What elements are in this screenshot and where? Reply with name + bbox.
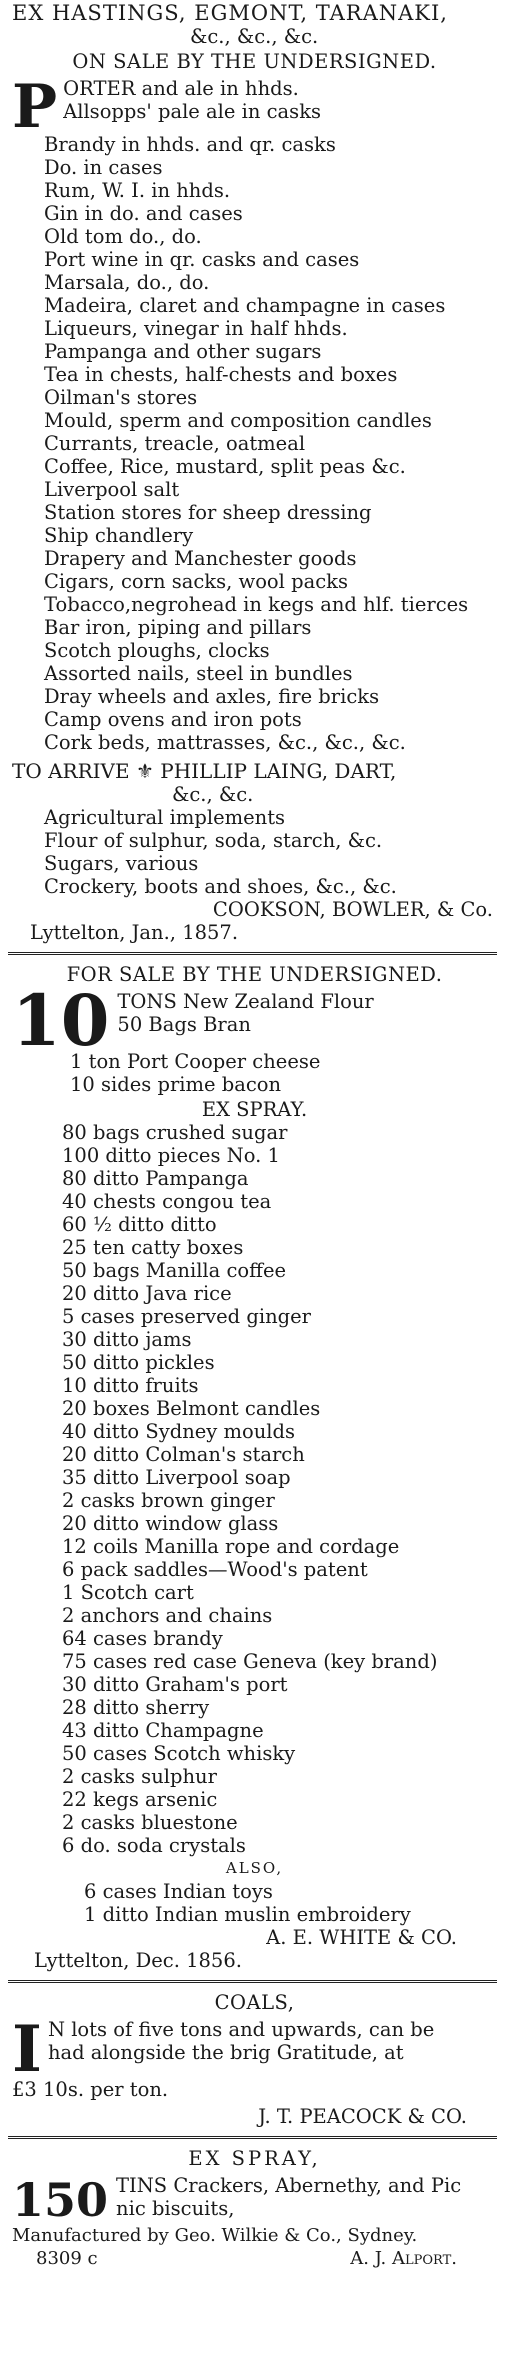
- footer-row: [12, 2247, 497, 2270]
- list-item: 1 Scotch cart: [62, 1581, 194, 1604]
- list-item: 1 ton Port Cooper cheese: [70, 1050, 321, 1073]
- dateline: Lyttelton, Dec. 1856.: [34, 1949, 242, 1972]
- body-line: nic biscuits,: [116, 2197, 235, 2220]
- list-item: 50 bags Manilla coffee: [62, 1259, 287, 1282]
- drop-cap: I: [12, 2012, 42, 2087]
- signature: J. T. PEACOCK & CO.: [258, 2105, 467, 2128]
- drop-cap: P: [12, 72, 58, 142]
- list-item: Currants, treacle, oatmeal: [44, 432, 306, 455]
- list-item: 5 cases preserved ginger: [62, 1305, 311, 1328]
- list-item: 50 ditto pickles: [62, 1351, 215, 1374]
- list-item: Flour of sulphur, soda, starch, &c.: [44, 829, 383, 852]
- list-item: 64 cases brandy: [62, 1627, 223, 1650]
- list-item: 100 ditto pieces No. 1: [62, 1144, 280, 1167]
- list-item: 40 ditto Sydney moulds: [62, 1420, 296, 1443]
- list-item: 50 Bags Bran: [117, 1013, 251, 1036]
- list-item: Cigars, corn sacks, wool packs: [44, 570, 348, 593]
- list-item: 12 coils Manilla rope and cordage: [62, 1535, 400, 1558]
- also-list: [12, 1880, 497, 1926]
- list-item: 28 ditto sherry: [62, 1696, 210, 1719]
- list-item: Allsopps' pale ale in casks: [63, 100, 322, 123]
- ad-header-sale: ON SALE BY THE UNDERSIGNED.: [72, 50, 437, 73]
- list-item: Gin in do. and cases: [44, 202, 243, 225]
- list-item: 25 ten catty boxes: [62, 1236, 244, 1259]
- list-item: Rum, W. I. in hhds.: [44, 179, 231, 202]
- arrival-header: TO ARRIVE ⚜ PHILLIP LAING, DART,: [12, 759, 397, 783]
- ad-code: 8309 c: [36, 2248, 98, 2269]
- ad-subheader: EX SPRAY.: [201, 1098, 308, 1121]
- list-item: Bar iron, piping and pillars: [44, 616, 312, 639]
- body-line: had alongside the brig Gratitude, at: [47, 2041, 404, 2064]
- big-number: 10: [12, 979, 110, 1062]
- ad-subheader: &c., &c., &c.: [190, 25, 319, 48]
- list-item: Liqueurs, vinegar in half hhds.: [44, 317, 348, 340]
- body-line: N lots of five tons and upwards, can be: [47, 2018, 435, 2041]
- list-item: Madeira, claret and champagne in cases: [44, 294, 446, 317]
- body-line: £3 10s. per ton.: [12, 2078, 169, 2101]
- list-item: Ship chandlery: [44, 524, 194, 547]
- list-item: Marsala, do., do.: [44, 271, 210, 294]
- list-item: Port wine in qr. casks and cases: [44, 248, 360, 271]
- list-item: 6 cases Indian toys: [84, 1880, 273, 1903]
- also-label: ALSO,: [225, 1859, 284, 1877]
- list-item: 2 casks bluestone: [62, 1811, 238, 1834]
- list-item: 20 ditto window glass: [62, 1512, 279, 1535]
- body-line: Manufactured by Geo. Wilkie & Co., Sydney.: [12, 2225, 418, 2246]
- list-item: 75 cases red case Geneva (key brand): [62, 1650, 438, 1673]
- list-item: 6 do. soda crystals: [62, 1834, 246, 1857]
- signature: COOKSON, BOWLER, & Co.: [212, 898, 493, 921]
- list-item: 2 anchors and chains: [62, 1604, 273, 1627]
- list-item: 20 ditto Colman's starch: [62, 1443, 305, 1466]
- divider: [8, 2136, 497, 2139]
- list-item: 80 ditto Pampanga: [62, 1167, 249, 1190]
- ad-header: EX HASTINGS, EGMONT, TARANAKI,: [12, 1, 448, 25]
- dateline: Lyttelton, Jan., 1857.: [30, 921, 239, 944]
- list-item: 22 kegs arsenic: [62, 1788, 218, 1811]
- arrival-subheader: &c., &c.: [172, 783, 254, 806]
- list-item: Crockery, boots and shoes, &c., &c.: [44, 875, 397, 898]
- list-item: Tea in chests, half-chests and boxes: [44, 363, 398, 386]
- list-item: Liverpool salt: [44, 478, 180, 501]
- list-item: Oilman's stores: [44, 386, 198, 409]
- ad-header: FOR SALE BY THE UNDERSIGNED.: [66, 963, 443, 986]
- ad-coals: [0, 1991, 505, 2128]
- divider: [8, 952, 497, 955]
- list-item: Cork beds, mattrasses, &c., &c., &c.: [44, 731, 406, 754]
- list-item: Coffee, Rice, mustard, split peas &c.: [44, 455, 406, 478]
- list-item: Scotch ploughs, clocks: [44, 639, 270, 662]
- list-item: 43 ditto Champagne: [62, 1719, 264, 1742]
- list-item: 1 ditto Indian muslin embroidery: [84, 1903, 411, 1926]
- list-item: Station stores for sheep dressing: [44, 501, 372, 524]
- list-item: Old tom do., do.: [44, 225, 202, 248]
- list-item: Brandy in hhds. and qr. casks: [44, 133, 336, 156]
- list-item: 20 boxes Belmont candles: [62, 1397, 321, 1420]
- list-item: 2 casks sulphur: [62, 1765, 217, 1788]
- list-item: 10 ditto fruits: [62, 1374, 199, 1397]
- ad-white: [0, 963, 505, 1972]
- ad-header: EX SPRAY,: [188, 2147, 321, 2170]
- list-item: 6 pack saddles—Wood's patent: [62, 1558, 368, 1581]
- list-item: Assorted nails, steel in bundles: [44, 662, 353, 685]
- list-item: Mould, sperm and composition candles: [44, 409, 432, 432]
- divider: [8, 1980, 497, 1983]
- list-item: Dray wheels and axles, fire bricks: [44, 685, 380, 708]
- list-item-first: ORTER and ale in hhds.: [63, 77, 299, 100]
- list-item: Camp ovens and iron pots: [44, 708, 302, 731]
- big-number: 150: [12, 2173, 109, 2227]
- list-item: 2 casks brown ginger: [62, 1489, 275, 1512]
- list-item: Drapery and Manchester goods: [44, 547, 357, 570]
- ad-ex-spray: [0, 2147, 505, 2270]
- arrival-list: [12, 806, 497, 898]
- list-item: Agricultural implements: [44, 806, 286, 829]
- list-item-first: TONS New Zealand Flour: [117, 990, 374, 1013]
- list-item: 20 ditto Java rice: [62, 1282, 232, 1305]
- list-item: 30 ditto Graham's port: [62, 1673, 288, 1696]
- body-line: TINS Crackers, Abernethy, and Pic: [116, 2174, 462, 2197]
- item-list: [12, 133, 497, 754]
- list-item: Do. in cases: [44, 156, 163, 179]
- list-item: 40 chests congou tea: [62, 1190, 272, 1213]
- signature: A. J. Alport.: [350, 2248, 457, 2269]
- list-item: 60 ½ ditto ditto: [62, 1213, 217, 1236]
- ad-header: COALS,: [214, 1991, 295, 2014]
- ad-hastings: [0, 0, 505, 944]
- list-item: Sugars, various: [44, 852, 199, 875]
- signature: A. E. WHITE & CO.: [266, 1926, 457, 1949]
- list-item: 10 sides prime bacon: [70, 1073, 282, 1096]
- list-item: Pampanga and other sugars: [44, 340, 322, 363]
- item-list: [12, 1121, 497, 1857]
- list-item: Tobacco,negrohead in kegs and hlf. tierces: [44, 593, 469, 616]
- list-item: 35 ditto Liverpool soap: [62, 1466, 291, 1489]
- list-item: 50 cases Scotch whisky: [62, 1742, 296, 1765]
- list-item: 30 ditto jams: [62, 1328, 192, 1351]
- list-item: 80 bags crushed sugar: [62, 1121, 288, 1144]
